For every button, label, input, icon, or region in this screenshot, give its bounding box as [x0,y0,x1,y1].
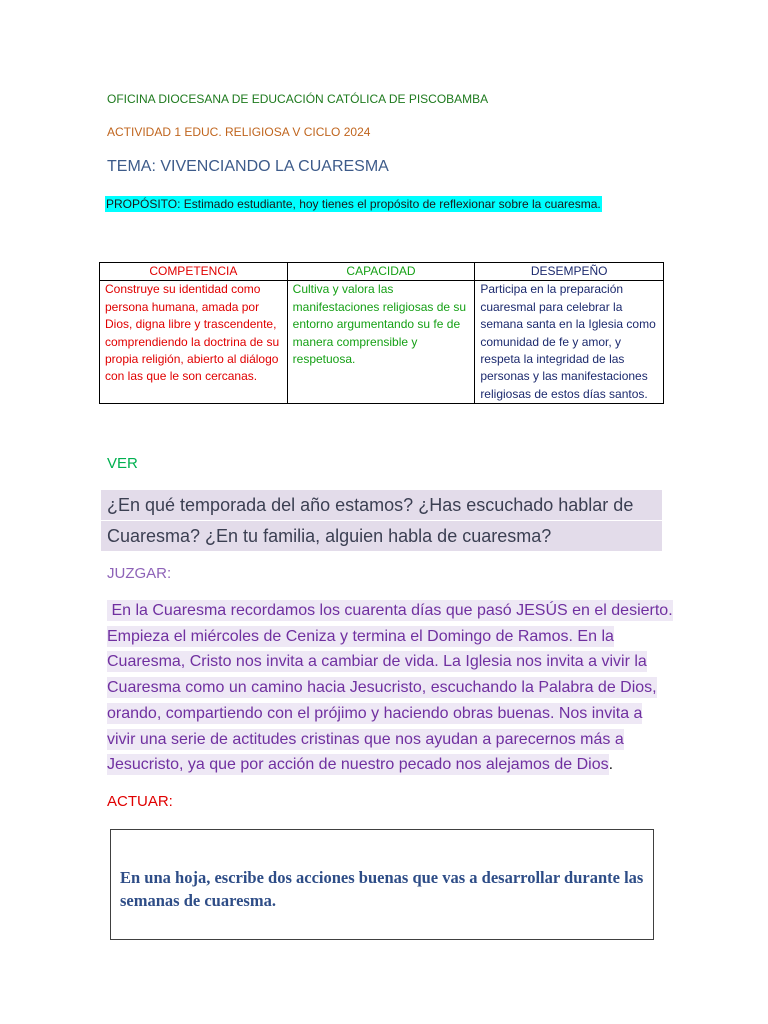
juzgar-line: Cuaresma, Cristo nos invita a cambiar de vida. La Iglesia nos invita a vivir la [107,653,647,671]
juzgar-end-mark: . [608,756,614,774]
competency-table [99,262,664,404]
juzgar-paragraph [107,598,707,778]
task-box [110,829,654,940]
juzgar-line: Jesucristo, ya que por acción de nuestro pecado nos alejamos de Dios [107,756,609,774]
task-text: En una hoja, escribe dos acciones buenas que vas a desarrollar durante las semanas de cuaresma. [120,868,644,910]
juzgar-line: Empieza el miércoles de Ceniza y termina el Domingo de Ramos. En la [107,627,614,645]
header-capacidad: CAPACIDAD [287,263,475,281]
juzgar-line: Cuaresma como un camino hacia Jesucristo, escuchando la Palabra de Dios, [107,679,657,697]
purpose-highlight: PROPÓSITO: Estimado estudiante, hoy tienes el propósito de reflexionar sobre la cuaresma. [106,197,601,211]
juzgar-line: orando, compartiendo con el prójimo y haciendo obras buenas. Nos invita a [107,704,643,722]
table-header-row [100,263,664,281]
header-competencia: COMPETENCIA [100,263,288,281]
table-row [100,281,664,404]
theme-title: TEMA: VIVENCIANDO LA CUARESMA [107,158,389,175]
header-desempeno: DESEMPEÑO [475,263,664,281]
juzgar-line: En la Cuaresma recordamos los cuarenta días que pasó JESÚS en el desierto. [107,602,673,619]
actuar-heading: ACTUAR: [107,793,173,810]
juzgar-line: vivir una serie de actitudes cristinas que nos ayudan a parecernos más a [107,730,624,748]
ver-question [101,490,662,552]
activity-title: ACTIVIDAD 1 EDUC. RELIGIOSA V CICLO 2024 [107,125,371,139]
juzgar-heading: JUZGAR: [107,565,172,582]
ver-heading: VER [107,455,138,472]
ver-question-line: Cuaresma? ¿En tu familia, alguien habla de cuaresma? [101,521,662,551]
cell-desempeno: Participa en la preparación cuaresmal para celebrar la semana santa en la Iglesia como comunidad de fe y amor, y respeta la integridad de las personas y las manifestaciones religiosas de estos días santos. [475,281,664,404]
cell-capacidad: Cultiva y valora las manifestaciones religiosas de su entorno argumentando su fe de manera comprensible y respetuosa. [287,281,475,404]
ver-question-line: ¿En qué temporada del año estamos? ¿Has escuchado hablar de [101,490,662,520]
cell-competencia: Construye su identidad como persona humana, amada por Dios, digna libre y trascendente, comprendiendo la doctrina de su propia religión, abierto al diálogo con las que le son cercanas. [100,281,288,404]
office-title: OFICINA DIOCESANA DE EDUCACIÓN CATÓLICA DE PISCOBAMBA [107,92,489,106]
